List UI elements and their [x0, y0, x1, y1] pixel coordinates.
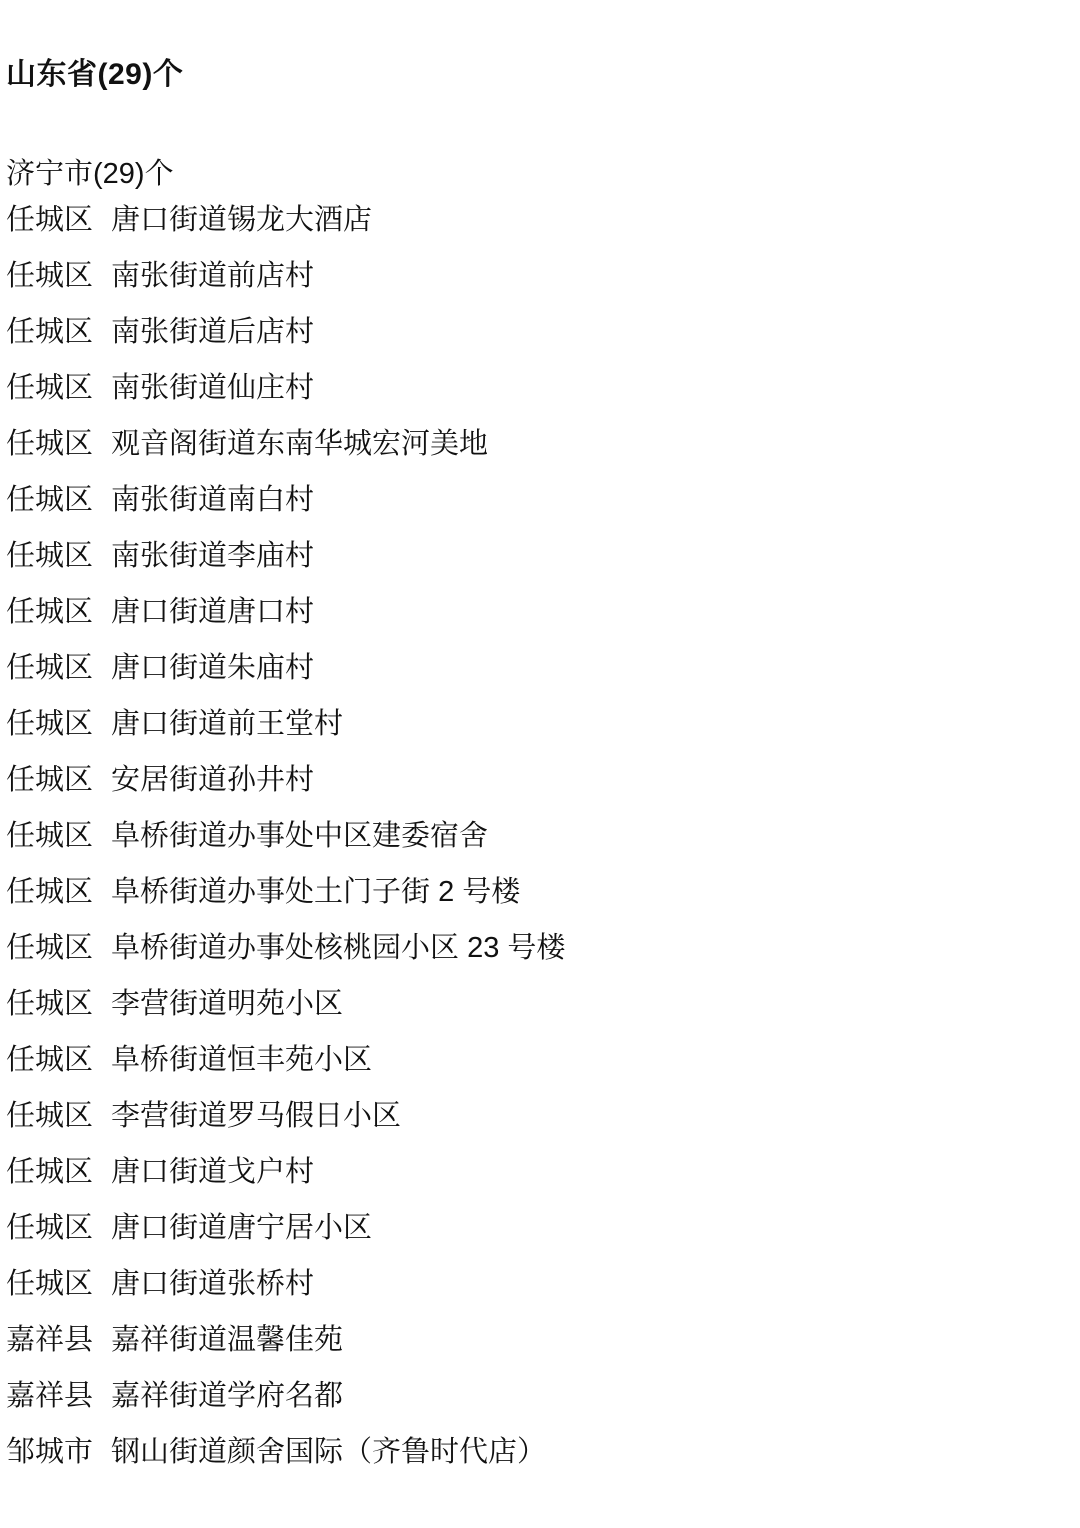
list-item: [6, 1256, 1080, 1312]
list-item: [6, 1312, 1080, 1368]
list-item: [6, 864, 1080, 920]
list-item: [6, 920, 1080, 976]
entry-place: 唐口街道朱庙村: [111, 651, 315, 684]
entry-district: 邹城市: [6, 1435, 94, 1468]
entry-place: 唐口街道唐宁居小区: [111, 1211, 373, 1244]
entry-place: 阜桥街道办事处土门子街 2 号楼: [111, 875, 521, 908]
entry-district: 任城区: [6, 875, 94, 908]
entry-place: 唐口街道锡龙大酒店: [111, 203, 373, 236]
list-item: [6, 1200, 1080, 1256]
entry-district: 任城区: [6, 1267, 94, 1300]
entry-district: 任城区: [6, 1155, 94, 1188]
list-item: [6, 752, 1080, 808]
entry-place: 李营街道罗马假日小区: [111, 1099, 402, 1132]
entry-place: 南张街道后店村: [111, 315, 315, 348]
city-heading: 济宁市(29)个: [6, 157, 174, 190]
entry-place: 南张街道南白村: [111, 483, 315, 516]
entry-district: 任城区: [6, 987, 94, 1020]
list-item: [6, 416, 1080, 472]
list-item: [6, 696, 1080, 752]
entry-district: 任城区: [6, 315, 94, 348]
entry-district: 任城区: [6, 1211, 94, 1244]
entry-district: 任城区: [6, 707, 94, 740]
list-item: [6, 528, 1080, 584]
list-item: [6, 1032, 1080, 1088]
entry-place: 阜桥街道办事处中区建委宿舍: [111, 819, 489, 852]
entry-district: 嘉祥县: [6, 1323, 94, 1356]
list-item: [6, 808, 1080, 864]
entry-district: 任城区: [6, 763, 94, 796]
entry-place: 嘉祥街道学府名都: [111, 1379, 344, 1412]
entry-place: 唐口街道戈户村: [111, 1155, 315, 1188]
entry-district: 任城区: [6, 539, 94, 572]
list-item: [6, 1144, 1080, 1200]
province-heading: 山东省(29)个: [6, 58, 184, 91]
entry-place: 唐口街道张桥村: [111, 1267, 315, 1300]
list-item: [6, 360, 1080, 416]
entry-place: 阜桥街道办事处核桃园小区 23 号楼: [111, 931, 566, 964]
entry-place: 唐口街道唐口村: [111, 595, 315, 628]
entry-district: 任城区: [6, 483, 94, 516]
list-item: [6, 192, 1080, 248]
entry-district: 嘉祥县: [6, 1379, 94, 1412]
entry-district: 任城区: [6, 595, 94, 628]
entry-district: 任城区: [6, 931, 94, 964]
entry-district: 任城区: [6, 651, 94, 684]
heading-spacer: [0, 94, 1080, 156]
entry-place: 观音阁街道东南华城宏河美地: [111, 427, 489, 460]
entry-district: 任城区: [6, 203, 94, 236]
entry-place: 嘉祥街道温馨佳苑: [111, 1323, 344, 1356]
entry-place: 钢山街道颜舍国际（齐鲁时代店）: [111, 1435, 547, 1468]
list-item: [6, 976, 1080, 1032]
entry-district: 任城区: [6, 371, 94, 404]
entry-place: 唐口街道前王堂村: [111, 707, 344, 740]
list-item: [6, 472, 1080, 528]
entry-district: 任城区: [6, 1043, 94, 1076]
entry-place: 李营街道明苑小区: [111, 987, 344, 1020]
entry-place: 南张街道李庙村: [111, 539, 315, 572]
list-item: [6, 1368, 1080, 1424]
entry-place: 南张街道仙庄村: [111, 371, 315, 404]
list-item: [6, 1424, 1080, 1480]
entry-district: 任城区: [6, 259, 94, 292]
list-item: [6, 1088, 1080, 1144]
list-item: [6, 304, 1080, 360]
entry-place: 阜桥街道恒丰苑小区: [111, 1043, 373, 1076]
entry-district: 任城区: [6, 427, 94, 460]
risk-area-list: [0, 192, 1080, 1480]
entry-district: 任城区: [6, 1099, 94, 1132]
list-item: [6, 584, 1080, 640]
list-item: [6, 248, 1080, 304]
entry-district: 任城区: [6, 819, 94, 852]
entry-place: 南张街道前店村: [111, 259, 315, 292]
list-item: [6, 640, 1080, 696]
entry-place: 安居街道孙井村: [111, 763, 315, 796]
